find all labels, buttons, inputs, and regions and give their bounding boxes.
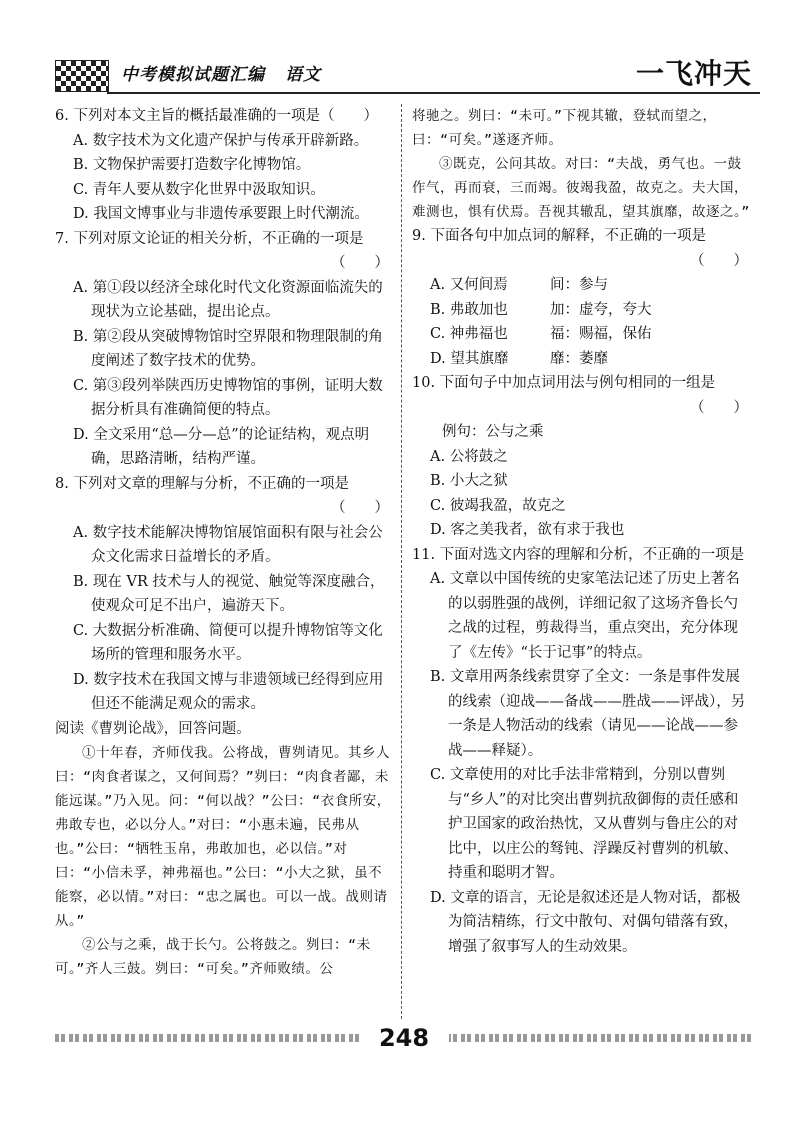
- question-stem: 7. 下列对原文论证的相关分析，不正确的一项是: [55, 230, 364, 247]
- question-stem: 8. 下列对文章的理解与分析，不正确的一项是: [55, 475, 349, 492]
- question-6: [55, 104, 393, 227]
- answer-blank: （ ）: [690, 399, 748, 416]
- right-column: [412, 104, 752, 959]
- option-d: D. 全文采用“总—分—总”的论证结构，观点明确，思路清晰，结构严谨。: [73, 426, 370, 467]
- question-stem: 6. 下列对本文主旨的概括最准确的一项是（ ）: [55, 108, 378, 124]
- brand-logo: 一飞冲天: [635, 57, 752, 90]
- option-c: C. 大数据分析准确、简便可以提升博物馆等文化场所的管理和服务水平。: [73, 622, 383, 663]
- option-a: [430, 273, 752, 298]
- option-c: C. 青年人要从数字化世界中汲取知识。: [73, 181, 325, 198]
- option-d: D. 我国文博事业与非遗传承要跟上时代潮流。: [73, 206, 369, 222]
- example-sentence: 例句：公与之乘: [442, 424, 544, 440]
- option-a: A. 公将鼓之: [430, 448, 508, 465]
- option-a: A. 数字技术为文化遗产保护与传承开辟新路。: [73, 132, 369, 149]
- option-gloss: 间：参与: [550, 277, 608, 293]
- option-phrase: B. 弗敢加也: [430, 301, 508, 318]
- reading-intro: 阅读《曹刿论战》，回答问题。: [55, 720, 251, 737]
- page-footer: [55, 1018, 755, 1058]
- option-c: C. 第③段列举陕西历史博物馆的事例，证明大数据分析具有准确简便的特点。: [73, 377, 383, 418]
- option-b: B. 现在 VR 技术与人的视觉、触觉等深度融合，使观众可足不出户，遍游天下。: [73, 573, 385, 614]
- question-stem: 9. 下面各句中加点词的解释，不正确的一项是: [412, 228, 706, 244]
- option-a: A. 数字技术能解决博物馆展馆面积有限与社会公众文化需求日益增长的矛盾。: [73, 524, 383, 565]
- option-b: B. 小大之狱: [430, 473, 508, 489]
- answer-blank: （ ）: [331, 255, 389, 271]
- option-b: B. 第②段从突破博物馆时空界限和物理限制的角度阐述了数字技术的优势。: [73, 328, 383, 369]
- header-rule: [107, 92, 760, 94]
- option-c: [430, 322, 752, 347]
- passage-paragraph-2-continued: 将驰之。刿曰：“未可。”下视其辙，登轼而望之，曰：“可矣。”遂逐齐师。: [412, 108, 717, 148]
- option-b: B. 文章用两条线索贯穿了全文：一条是事件发展的线索（迎战——备战——胜战——评战），另一条是人物活动的线索（请见——论战——参战——释疑）。: [430, 669, 746, 759]
- answer-blank: （ ）: [331, 500, 389, 516]
- book-title: 中考模拟试题汇编 语文: [121, 65, 321, 85]
- passage-paragraph-3: ③既克，公问其故。对曰：“夫战，勇气也。一鼓作气，再而衰，三而竭。彼竭我盈，故克之。夫大国，难测也，惧有伏焉。吾视其辙乱，望其旗靡，故逐之。”: [412, 156, 750, 220]
- option-d: D. 数字技术在我国文博与非遗领域已经得到应用但还不能满足观众的需求。: [73, 671, 384, 712]
- passage-paragraph-1: ①十年春，齐师伐我。公将战，曹刿请见。其乡人曰：“肉食者谋之，又何间焉？”刿曰：“肉食者鄙，未能远谋。”乃入见。问：“何以战？”公曰：“衣食所安，弗敢专也，必以分人。”对曰：“小惠未遍，民弗从也。”公曰：“牺牲玉帛，弗敢加也，必以信。”对曰：“小信未孚，神弗福也。”公曰：“小大之狱，虽不能察，必以情。”对曰：“忠之属也。可以一战。战则请从。”: [55, 745, 391, 929]
- option-a: A. 文章以中国传统的史家笔法记述了历史上著名的以弱胜强的战例，详细记叙了这场齐鲁长勺之战的过程，剪裁得当，重点突出，充分体现了《左传》“长于记事”的特点。: [430, 571, 740, 661]
- option-d: D. 文章的语言，无论是叙述还是人物对话，都极为简洁精练，行文中散句、对偶句错落有致，增强了叙事写人的生动效果。: [430, 889, 741, 955]
- question-stem: 10. 下面句子中加点词用法与例句相同的一组是: [412, 375, 716, 391]
- checker-logo-icon: [55, 60, 109, 92]
- page-number: 248: [359, 1020, 449, 1056]
- question-stem: 11. 下面对选文内容的理解和分析，不正确的一项是: [412, 546, 745, 563]
- option-d: D. 客之美我者，欲有求于我也: [430, 522, 625, 538]
- column-divider: [401, 104, 402, 1039]
- question-9: [412, 224, 752, 371]
- option-a: A. 第①段以经济全球化时代文化资源面临流失的现状为立论基础，提出论点。: [73, 279, 383, 320]
- question-7: [55, 227, 393, 472]
- question-10: [412, 371, 752, 543]
- option-phrase: A. 又何间焉: [430, 277, 508, 293]
- page-header: [55, 48, 760, 98]
- option-phrase: C. 神弗福也: [430, 326, 508, 342]
- option-b: B. 文物保护需要打造数字化博物馆。: [73, 157, 311, 173]
- question-8: [55, 472, 393, 717]
- option-b: [430, 298, 752, 323]
- option-gloss: 福：赐福，保佑: [550, 326, 652, 342]
- question-11: [412, 543, 752, 960]
- option-gloss: 靡：萎靡: [550, 350, 608, 367]
- left-column: [55, 104, 393, 981]
- passage-paragraph-2: ②公与之乘，战于长勺。公将鼓之。刿曰：“未可。”齐人三鼓。刿曰：“可矣。”齐师败绩。公: [55, 937, 371, 977]
- option-gloss: 加：虚夸，夸大: [550, 301, 652, 318]
- option-c: C. 文章使用的对比手法非常精到，分别以曹刿与“乡人”的对比突出曹刿抗敌御侮的责任感和护卫国家的政治热忱，又从曹刿与鲁庄公的对比中，以庄公的驽钝、浮躁反衬曹刿的机敏、持重和聪明才智。: [430, 767, 739, 881]
- subject-label: 语文: [285, 65, 321, 85]
- option-c: C. 彼竭我盈，故克之: [430, 497, 566, 514]
- answer-blank: （ ）: [690, 252, 748, 269]
- option-phrase: D. 望其旗靡: [430, 350, 509, 367]
- option-d: [430, 347, 752, 372]
